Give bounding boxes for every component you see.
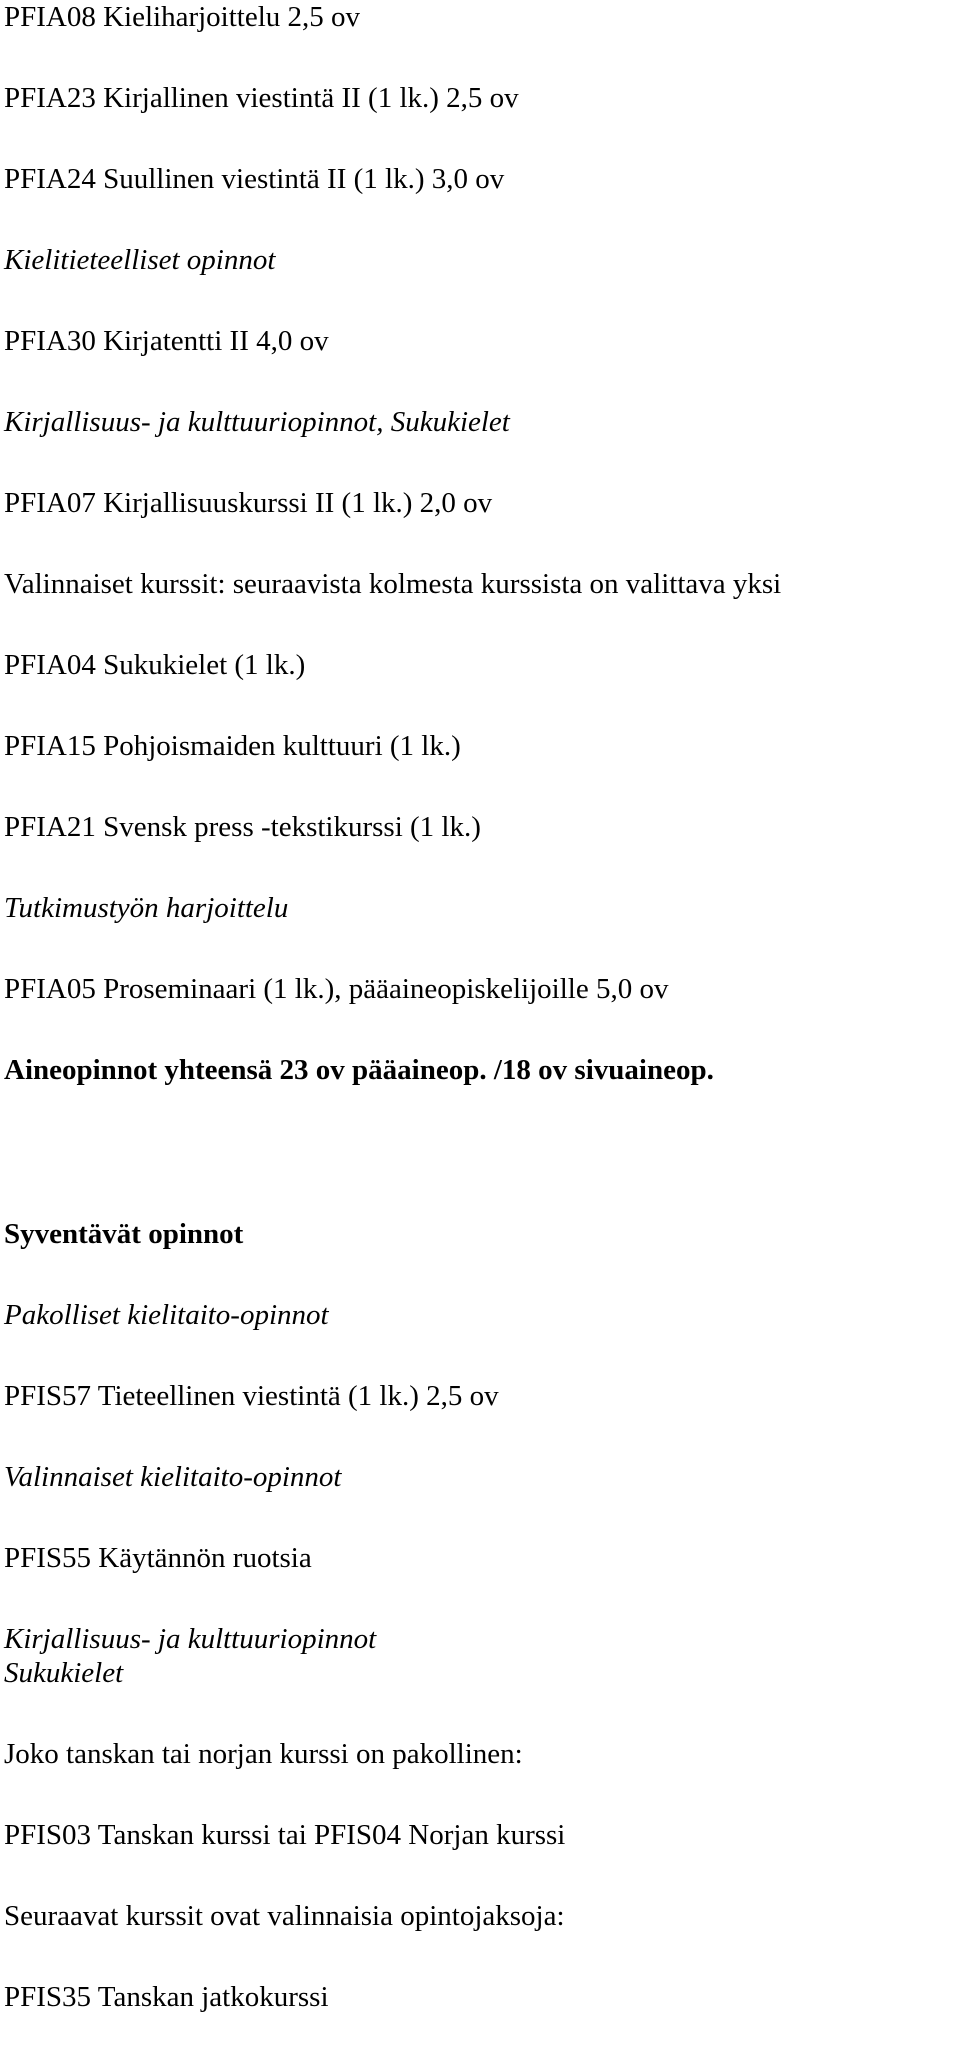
course-line: PFIS35 Tanskan jatkokurssi [4,1981,329,2013]
course-line: PFIA23 Kirjallinen viestintä II (1 lk.) 2,5 ov [4,82,519,114]
course-line: PFIA21 Svensk press -tekstikurssi (1 lk.) [4,811,481,843]
section-heading: Kielitieteelliset opinnot [4,244,276,276]
instruction-text: Seuraavat kurssit ovat valinnaisia opintojaksoja: [4,1900,565,1932]
course-line: PFIS57 Tieteellinen viestintä (1 lk.) 2,5 ov [4,1380,499,1412]
course-line: PFIA04 Sukukielet (1 lk.) [4,649,306,681]
section-heading: Valinnaiset kielitaito-opinnot [4,1461,342,1493]
section-heading: Kirjallisuus- ja kulttuuriopinnot, Sukukielet [4,406,510,438]
course-line: PFIA30 Kirjatentti II 4,0 ov [4,325,329,357]
section-heading: Tutkimustyön harjoittelu [4,892,289,924]
course-line: PFIA15 Pohjoismaiden kulttuuri (1 lk.) [4,730,461,762]
main-section-title: Syventävät opinnot [4,1218,244,1250]
course-line: PFIS03 Tanskan kurssi tai PFIS04 Norjan kurssi [4,1819,566,1851]
section-heading: Sukukielet [4,1657,124,1689]
section-heading: Kirjallisuus- ja kulttuuriopinnot [4,1623,377,1655]
course-line: PFIA07 Kirjallisuuskurssi II (1 lk.) 2,0 ov [4,487,493,519]
course-line: PFIS55 Käytännön ruotsia [4,1542,312,1574]
course-line: PFIA24 Suullinen viestintä II (1 lk.) 3,0 ov [4,163,505,195]
section-heading: Pakolliset kielitaito-opinnot [4,1299,329,1331]
total-summary: Aineopinnot yhteensä 23 ov pääaineop. /18 ov sivuaineop. [4,1054,714,1086]
instruction-text: Joko tanskan tai norjan kurssi on pakollinen: [4,1738,523,1770]
instruction-text: Valinnaiset kurssit: seuraavista kolmesta kurssista on valittava yksi [4,568,782,600]
course-line: PFIA08 Kieliharjoittelu 2,5 ov [4,1,361,33]
course-line: PFIA05 Proseminaari (1 lk.), pääaineopiskelijoille 5,0 ov [4,973,669,1005]
